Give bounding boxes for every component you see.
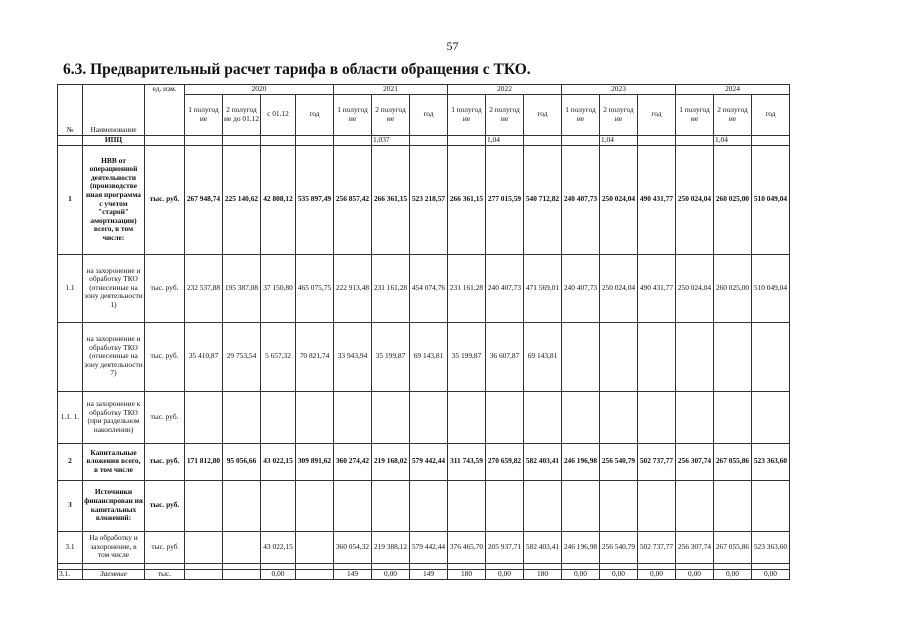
row-name: Источники финансирован ия капитальных вложений: [83,480,145,531]
value-cell: 360 274,42 [334,443,372,480]
value-cell: 582 403,41 [524,443,562,480]
period-header: 1 полугод ие [562,94,600,135]
ipts-row [58,135,790,145]
value-cell: 267 948,74 [185,145,223,254]
value-cell: 579 442,44 [410,531,448,563]
value-cell: 250 024,04 [676,145,714,254]
value-cell: 36 607,87 [486,322,524,391]
table-row [58,480,790,531]
value-cell: 43 022,15 [261,443,296,480]
row-unit: тыс. руб. [145,322,185,391]
value-cell: 579 442,44 [410,443,448,480]
value-cell: 256 857,42 [334,145,372,254]
value-cell: 0,00 [372,569,410,579]
value-cell [600,391,638,443]
value-cell [223,391,261,443]
value-cell [223,480,261,531]
table-row [58,254,790,322]
value-cell: 37 150,80 [261,254,296,322]
value-cell: 195 387,08 [223,254,261,322]
table-row [58,145,790,254]
value-cell [676,391,714,443]
value-cell [486,480,524,531]
value-cell [185,480,223,531]
period-header: год [296,94,334,135]
row-name: Капитальные вложения всего, в том числе [83,443,145,480]
value-cell: 180 [524,569,562,579]
col-unit-header: ед. изм. [145,85,185,136]
value-cell: 5 657,32 [261,322,296,391]
year-header-row [58,85,790,95]
value-cell: 70 821,74 [296,322,334,391]
value-cell: 69 143,81 [410,322,448,391]
row-name: Заемные [83,569,145,579]
page-number: 57 [446,39,459,53]
period-header: 1 полугод ие [185,94,223,135]
tariff-table [57,84,790,580]
period-header: год [524,94,562,135]
year-2020: 2020 [185,85,334,95]
value-cell: 225 140,62 [223,145,261,254]
value-cell: 171 812,80 [185,443,223,480]
value-cell [296,480,334,531]
value-cell: 311 743,59 [448,443,486,480]
value-cell: 35 199,87 [448,322,486,391]
value-cell: 246 196,98 [562,531,600,563]
value-cell: 0,00 [714,569,752,579]
value-cell [334,391,372,443]
period-header: год [752,94,790,135]
ipts-value: 1,04 [486,135,524,145]
value-cell: 231 161,28 [448,254,486,322]
value-cell [185,391,223,443]
value-cell: 267 055,86 [714,531,752,563]
value-cell: 222 913,48 [334,254,372,322]
value-cell: 69 143,81 [524,322,562,391]
value-cell: 360 054,32 [334,531,372,563]
value-cell [714,391,752,443]
value-cell: 0,00 [752,569,790,579]
table-row [58,443,790,480]
period-header: 2 полугод ие [486,94,524,135]
value-cell [638,391,676,443]
value-cell: 250 024,04 [600,254,638,322]
year-2023: 2023 [562,85,676,95]
value-cell: 256 307,74 [676,531,714,563]
ipts-value: 1,04 [600,135,638,145]
value-cell [676,480,714,531]
value-cell [372,480,410,531]
value-cell [448,480,486,531]
period-header: 1 полугод ие [334,94,372,135]
value-cell [448,391,486,443]
value-cell [600,480,638,531]
value-cell: 256 540,79 [600,443,638,480]
value-cell: 0,00 [562,569,600,579]
year-2024: 2024 [676,85,790,95]
value-cell: 266 361,15 [448,145,486,254]
value-cell: 232 537,88 [185,254,223,322]
row-number [58,322,83,391]
period-header: 2 полугод ие до 01.12 [223,94,261,135]
period-header: с 01.12 [261,94,296,135]
value-cell: 523 218,57 [410,145,448,254]
period-header: 1 полугод ие [676,94,714,135]
value-cell [714,322,752,391]
value-cell: 29 753,54 [223,322,261,391]
value-cell: 0,00 [261,569,296,579]
value-cell: 502 737,77 [638,443,676,480]
value-cell: 510 049,04 [752,254,790,322]
value-cell: 240 407,73 [562,145,600,254]
value-cell: 266 361,15 [372,145,410,254]
value-cell [524,480,562,531]
table-row [58,391,790,443]
value-cell [562,322,600,391]
value-cell: 376 465,70 [448,531,486,563]
value-cell [296,569,334,579]
value-cell: 149 [334,569,372,579]
value-cell: 33 943,94 [334,322,372,391]
value-cell: 523 363,60 [752,531,790,563]
row-number: 2 [58,443,83,480]
value-cell: 95 056,66 [223,443,261,480]
section-title: 6.3. Предварительный расчет тарифа в области обращения с ТКО. [63,61,531,78]
year-2021: 2021 [334,85,448,95]
row-number: 1.1. 1. [58,391,83,443]
value-cell [486,391,524,443]
value-cell [185,569,223,579]
value-cell [334,480,372,531]
value-cell [223,531,261,563]
value-cell: 309 891,62 [296,443,334,480]
value-cell [562,480,600,531]
ipts-label: ИПЦ [83,135,145,145]
row-unit: тыс. руб. [145,480,185,531]
value-cell: 42 808,12 [261,145,296,254]
table-row [58,569,790,579]
value-cell: 231 161,28 [372,254,410,322]
period-header: 1 полугод ие [448,94,486,135]
value-cell [524,391,562,443]
row-number: 1.1 [58,254,83,322]
value-cell: 205 937,71 [486,531,524,563]
value-cell: 149 [410,569,448,579]
value-cell [296,391,334,443]
row-name: на захоронение к обработку ТКО (при раздельном накоплении) [83,391,145,443]
value-cell: 267 055,86 [714,443,752,480]
value-cell [752,391,790,443]
table-row [58,531,790,563]
value-cell [410,391,448,443]
value-cell [638,480,676,531]
row-number: 3 [58,480,83,531]
value-cell [714,480,752,531]
value-cell: 0,00 [638,569,676,579]
value-cell [752,322,790,391]
value-cell: 240 407,73 [486,254,524,322]
value-cell: 35 410,87 [185,322,223,391]
value-cell: 465 075,75 [296,254,334,322]
value-cell: 0,00 [676,569,714,579]
value-cell: 471 569,01 [524,254,562,322]
period-header: 2 полугод ие [600,94,638,135]
value-cell: 502 737,77 [638,531,676,563]
table-row [58,322,790,391]
value-cell [261,391,296,443]
value-cell [296,531,334,563]
value-cell: 250 024,04 [600,145,638,254]
value-cell: 219 388,12 [372,531,410,563]
value-cell [261,480,296,531]
row-unit: тыс. руб. [145,391,185,443]
row-name: На обработку и захоронение, в том числе [83,531,145,563]
row-unit: тыс. руб [145,531,185,563]
period-header: 2 полугод ие [714,94,752,135]
value-cell [676,322,714,391]
value-cell [410,480,448,531]
row-unit: тыс. руб. [145,145,185,254]
row-unit: тыс. руб. [145,443,185,480]
col-number-header: № [58,85,83,136]
value-cell [600,322,638,391]
ipts-value: 1,037 [372,135,410,145]
row-unit: тыс. руб. [145,254,185,322]
ipts-value: 1,04 [714,135,752,145]
col-name-header: Наименование [83,85,145,136]
value-cell: 490 431,77 [638,145,676,254]
value-cell: 246 196,98 [562,443,600,480]
value-cell: 0,00 [600,569,638,579]
value-cell: 250 024,04 [676,254,714,322]
value-cell [752,480,790,531]
value-cell: 535 897,49 [296,145,334,254]
value-cell: 0,00 [486,569,524,579]
row-name: на захоронение и обработку ТКО (отнесенные на зону деятельности 7) [83,322,145,391]
period-header: год [638,94,676,135]
period-header: год [410,94,448,135]
value-cell [562,391,600,443]
row-number: 1 [58,145,83,254]
year-2022: 2022 [448,85,562,95]
value-cell: 454 074,76 [410,254,448,322]
value-cell: 582 403,41 [524,531,562,563]
value-cell: 270 659,82 [486,443,524,480]
value-cell [223,569,261,579]
value-cell: 43 022,15 [261,531,296,563]
value-cell: 523 363,60 [752,443,790,480]
row-name: НВВ от операционной деятельности (производстве нная программа с учетом "старой" амортизации) всего, в том числе: [83,145,145,254]
row-number: 3.1 [58,531,83,563]
value-cell: 180 [448,569,486,579]
value-cell: 510 049,04 [752,145,790,254]
value-cell: 260 025,00 [714,254,752,322]
value-cell: 240 407,73 [562,254,600,322]
value-cell: 219 168,02 [372,443,410,480]
value-cell: 540 712,82 [524,145,562,254]
value-cell [638,322,676,391]
value-cell [185,531,223,563]
value-cell: 35 199,87 [372,322,410,391]
row-name: на захоронение и обработку ТКО (отнесенные на зону деятельности 1) [83,254,145,322]
value-cell: 260 025,00 [714,145,752,254]
row-number: 3.1. [58,569,83,579]
value-cell: 490 431,77 [638,254,676,322]
value-cell: 256 307,74 [676,443,714,480]
value-cell: 256 540,79 [600,531,638,563]
period-header: 2 полугод ие [372,94,410,135]
value-cell [372,391,410,443]
row-unit: тыс. [145,569,185,579]
value-cell: 277 015,59 [486,145,524,254]
